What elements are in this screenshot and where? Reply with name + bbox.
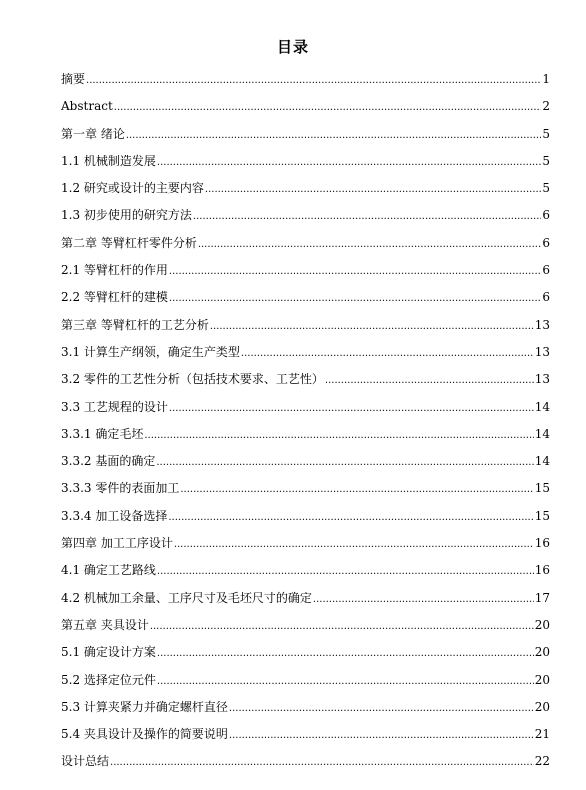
toc-entry-text: 3.3.3 零件的表面加工: [61, 481, 180, 496]
toc-entry[interactable]: [61, 394, 550, 421]
toc-entry-text: 摘要: [61, 72, 86, 86]
toc-entry[interactable]: [61, 148, 550, 175]
toc-page-number: 5: [542, 153, 550, 168]
toc-page-number: 22: [534, 754, 550, 769]
toc-dot-leader: [229, 695, 534, 722]
toc-entry[interactable]: [61, 475, 550, 502]
toc-dot-leader: [144, 422, 533, 449]
toc-entry[interactable]: [61, 339, 550, 366]
toc-entry-text: 第四章 加工工序设计: [61, 536, 173, 551]
toc-page-number: 13: [534, 344, 550, 359]
toc-page-number: 20: [534, 672, 550, 687]
toc-dot-leader: [157, 149, 541, 176]
toc-page-number: 21: [534, 727, 550, 742]
toc-page-number: 5: [542, 126, 550, 141]
toc-entry[interactable]: [61, 312, 550, 339]
toc-page-number: 13: [534, 317, 550, 332]
toc-entry[interactable]: [61, 66, 550, 93]
toc-page-number: 1: [542, 72, 550, 86]
toc-page-number: 20: [534, 699, 550, 714]
toc-page-number: 20: [534, 617, 550, 632]
toc-entry-text: 第二章 等臂杠杆零件分析: [61, 235, 197, 250]
toc-dot-leader: [110, 749, 534, 776]
toc-entry[interactable]: [61, 530, 550, 557]
toc-entry-text: 1.3 初步使用的研究方法: [61, 208, 192, 223]
toc-entry[interactable]: [61, 748, 550, 775]
toc-entry-text: 3.2 零件的工艺性分析（包括技术要求、工艺性）: [61, 372, 324, 387]
toc-entry-text: 3.3.1 确定毛坯: [61, 426, 144, 441]
toc-entry[interactable]: [61, 557, 550, 584]
toc-page-number: 6: [542, 263, 550, 278]
toc-entry-text: 2.1 等臂杠杆的作用: [61, 263, 168, 278]
toc-page-number: 14: [534, 454, 550, 469]
toc-entry-text: 3.3.4 加工设备选择: [61, 508, 168, 523]
toc-entry[interactable]: [61, 202, 550, 229]
toc-entry-text: 3.1 计算生产纲领，确定生产类型: [61, 344, 240, 359]
toc-entry[interactable]: [61, 585, 550, 612]
toc-entry[interactable]: [61, 421, 550, 448]
toc-entry[interactable]: [61, 448, 550, 475]
toc-dot-leader: [169, 285, 541, 312]
toc-entry-text: 5.4 夹具设计及操作的简要说明: [61, 727, 228, 742]
toc-entry[interactable]: [61, 721, 550, 748]
toc-page-number: 6: [542, 208, 550, 223]
toc-page-number: 16: [534, 536, 550, 551]
toc-dot-leader: [156, 449, 533, 476]
toc-dot-leader: [86, 67, 541, 94]
toc-entry[interactable]: [61, 257, 550, 284]
toc-page-number: 20: [534, 645, 550, 660]
toc-entry-text: 5.3 计算夹紧力并确定螺杆直径: [61, 699, 228, 714]
toc-entry-text: 设计总结: [61, 754, 110, 769]
toc-page-number: 14: [534, 399, 550, 414]
toc-dot-leader: [180, 476, 533, 503]
toc-dot-leader: [126, 122, 542, 149]
toc-dot-leader: [169, 258, 541, 285]
toc-entry-text: 第五章 夹具设计: [61, 617, 149, 632]
toc-entry-text: 第一章 绪论: [61, 126, 125, 141]
toc-entry[interactable]: [61, 667, 550, 694]
toc-entry[interactable]: [61, 612, 550, 639]
toc-entry-text: 5.2 选择定位元件: [61, 672, 156, 687]
toc-entry[interactable]: [61, 230, 550, 257]
toc-dot-leader: [157, 640, 534, 667]
toc-entry-text: 5.1 确定设计方案: [61, 645, 156, 660]
toc-page-number: 2: [542, 99, 550, 114]
toc-dot-leader: [210, 313, 534, 340]
toc-entry-text: 1.2 研究或设计的主要内容: [61, 181, 204, 196]
toc-entry-text: 2.2 等臂杠杆的建模: [61, 290, 168, 305]
toc-entry[interactable]: [61, 175, 550, 202]
toc-dot-leader: [193, 203, 541, 230]
toc-dot-leader: [174, 531, 534, 558]
toc-list: [61, 66, 550, 776]
toc-page-number: 6: [542, 290, 550, 305]
toc-dot-leader: [114, 94, 542, 121]
toc-entry-text: 第三章 等臂杠杆的工艺分析: [61, 317, 209, 332]
toc-entry-text: 1.1 机械制造发展: [61, 153, 156, 168]
toc-entry-text: 4.2 机械加工余量、工序尺寸及毛坯尺寸的确定: [61, 590, 312, 605]
toc-page-number: 16: [534, 563, 550, 578]
toc-dot-leader: [169, 395, 534, 422]
toc-entry[interactable]: [61, 366, 550, 393]
toc-page-number: 13: [534, 372, 550, 387]
toc-entry[interactable]: [61, 93, 550, 120]
toc-dot-leader: [313, 586, 534, 613]
toc-entry-text: 3.3 工艺规程的设计: [61, 399, 168, 414]
toc-dot-leader: [198, 231, 542, 258]
toc-entry-text: 4.1 确定工艺路线: [61, 563, 156, 578]
toc-dot-leader: [205, 176, 541, 203]
toc-entry[interactable]: [61, 503, 550, 530]
toc-dot-leader: [150, 613, 534, 640]
toc-dot-leader: [241, 340, 534, 367]
toc-entry-text: 3.3.2 基面的确定: [61, 454, 156, 469]
toc-dot-leader: [229, 722, 534, 749]
toc-entry-text: Abstract: [61, 99, 113, 114]
toc-entry[interactable]: [61, 694, 550, 721]
toc-page-number: 15: [534, 508, 550, 523]
toc-page-number: 17: [534, 590, 550, 605]
toc-page-number: 5: [542, 181, 550, 196]
toc-dot-leader: [157, 668, 534, 695]
toc-entry[interactable]: [61, 639, 550, 666]
toc-title: 目录: [276, 38, 309, 56]
toc-page-number: 14: [534, 426, 550, 441]
toc-page-number: 15: [534, 481, 550, 496]
toc-page-number: 6: [542, 235, 550, 250]
toc-dot-leader: [325, 367, 534, 394]
toc-dot-leader: [168, 504, 533, 531]
toc-entry[interactable]: [61, 121, 550, 148]
toc-entry[interactable]: [61, 284, 550, 311]
toc-dot-leader: [157, 558, 534, 585]
